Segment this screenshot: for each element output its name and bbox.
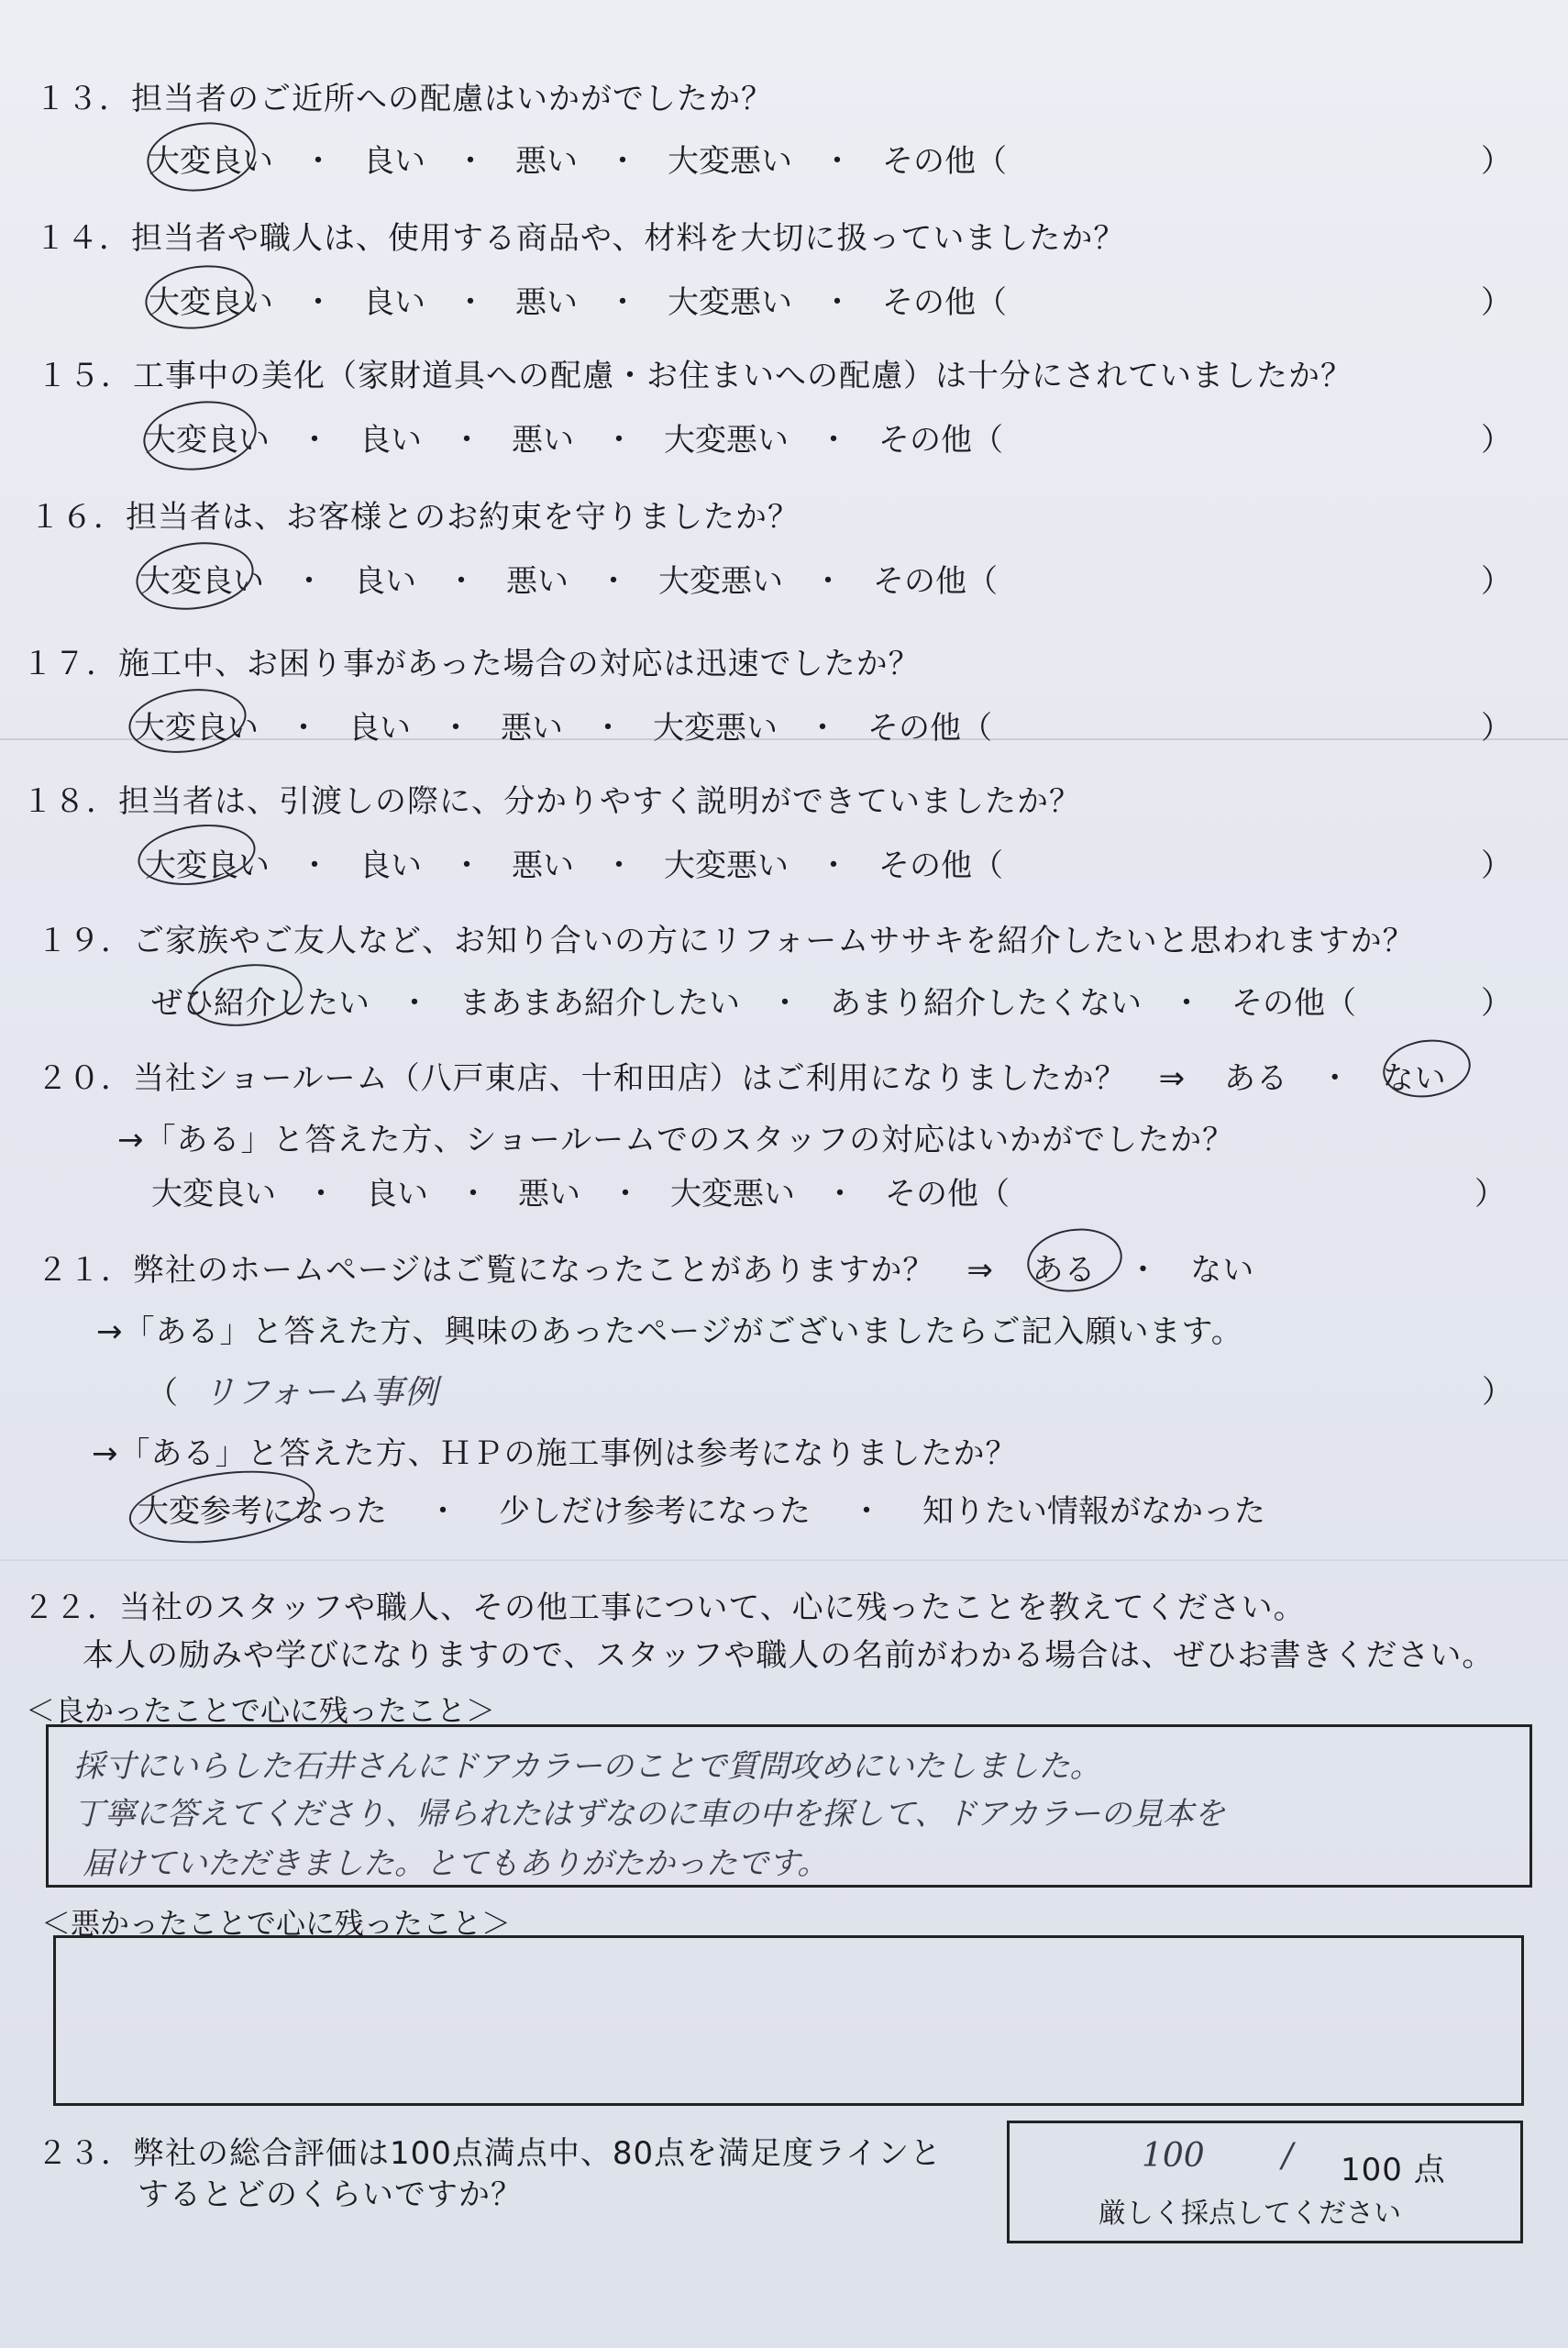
score-note: 厳しく採点してください <box>1099 2198 1401 2230</box>
handwritten-answer: リフォーム事例 <box>202 1374 439 1412</box>
bad-comment-box <box>53 1935 1524 2106</box>
question-16-options <box>139 556 998 601</box>
score-max: 100 点 <box>1341 2152 1446 2188</box>
option: 良い <box>348 710 411 747</box>
option: その他（ <box>882 143 1007 180</box>
option: その他（ <box>873 563 998 600</box>
question-23-line-2: するとどのくらいですか？ <box>138 2176 523 2213</box>
option: 大変良い <box>151 1176 276 1213</box>
separator: ・ <box>303 143 334 180</box>
option: 良い <box>359 422 422 459</box>
separator: ・ <box>610 1176 641 1213</box>
close-paren: ） <box>1481 143 1512 180</box>
separator: ・ <box>399 985 430 1022</box>
separator: ・ <box>818 422 849 459</box>
option: 悪い <box>512 422 574 459</box>
question-22: ２２．当社のスタッフや職人、その他工事について、心に残ったことを教えてください。 <box>23 1589 1306 1626</box>
question-14-options <box>149 277 1007 322</box>
option: 大変参考になった <box>138 1493 387 1530</box>
question-22-note: 本人の励みや学びになりますので、スタッフや職人の名前がわかる場合は、ぜひお書きください。 <box>83 1637 1495 1674</box>
separator: ・ <box>446 563 477 600</box>
option: 大変悪い <box>653 710 778 747</box>
separator: ・ <box>305 1176 337 1213</box>
separator: ・ <box>607 284 638 321</box>
separator: ・ <box>427 1493 458 1530</box>
option: 悪い <box>501 710 563 747</box>
option-selected: 大変良い <box>134 710 259 747</box>
separator: ・ <box>451 847 482 884</box>
question-20-options <box>151 1168 1010 1213</box>
option: 大変悪い <box>668 143 792 180</box>
option: 知りたい情報がなかった <box>922 1493 1265 1530</box>
answer-no: ない <box>1190 1252 1255 1289</box>
separator: ・ <box>451 422 482 459</box>
separator: ・ <box>303 284 334 321</box>
question-16: １６．担当者は、お客様とのお約束を守りましたか？ <box>29 499 800 536</box>
question-15-options <box>145 415 1003 460</box>
option: 悪い <box>506 563 569 600</box>
separator: ・ <box>807 710 838 747</box>
separator: ・ <box>822 284 853 321</box>
option: その他（ <box>882 284 1007 321</box>
question-18-options <box>145 840 1003 885</box>
separator: ・ <box>455 284 486 321</box>
question-14: １４．担当者や職人は、使用する商品や、材料を大切に扱っていましたか？ <box>35 220 1126 257</box>
option: 良い <box>366 1176 428 1213</box>
option-selected: 大変良い <box>149 143 273 180</box>
option: その他（ <box>1231 985 1356 1022</box>
question-17: １７．施工中、お困り事があった場合の対応は迅速でしたか？ <box>22 646 921 682</box>
close-paren: ） <box>1474 1176 1506 1213</box>
option: あまり紹介したくない <box>830 985 1142 1022</box>
separator: ・ <box>824 1176 856 1213</box>
close-paren: ） <box>1481 985 1512 1022</box>
question-23-line-1: ２３．弊社の総合評価は100点満点中、80点を満足度ラインと <box>37 2135 943 2172</box>
separator: ・ <box>299 422 330 459</box>
question-15: １５．工事中の美化（家財道具への配慮・お住まいへの配慮）は十分にされていましたか？ <box>37 358 1353 394</box>
question-20: ２０．当社ショールーム（八戸東店、十和田店）はご利用になりましたか？ ⇒ ある ・ ない <box>37 1060 1447 1097</box>
option: 悪い <box>518 1176 580 1213</box>
separator: ・ <box>769 985 801 1022</box>
question-21-followup-2: →「ある」と答えた方、ＨＰの施工事例は参考になりましたか？ <box>92 1435 1018 1472</box>
question-20-followup: →「ある」と答えた方、ショールームでのスタッフの対応はいかがでしたか？ <box>117 1122 1235 1158</box>
close-paren: ） <box>1481 710 1512 747</box>
separator: ・ <box>851 1493 882 1530</box>
option: まあまあ紹介したい <box>459 985 740 1022</box>
question-18: １８．担当者は、引渡しの際に、分かりやすく説明ができていましたか？ <box>22 783 1081 820</box>
option: その他（ <box>867 710 992 747</box>
option: 大変悪い <box>670 1176 795 1213</box>
option: 大変悪い <box>658 563 783 600</box>
paper-fold <box>0 1559 1568 1561</box>
option: 良い <box>363 143 425 180</box>
separator: ・ <box>598 563 629 600</box>
handwritten-score: 100 <box>1142 2137 1205 2175</box>
option: 大変悪い <box>668 284 792 321</box>
separator: ・ <box>812 563 844 600</box>
option-selected: ぜひ紹介したい <box>151 985 370 1022</box>
close-paren: ） <box>1482 1374 1513 1411</box>
option-selected: 大変良い <box>145 847 270 884</box>
close-paren: ） <box>1481 563 1512 600</box>
score-slash: / <box>1282 2137 1294 2175</box>
option-selected: 大変良い <box>139 563 264 600</box>
question-21-options <box>138 1486 1265 1531</box>
separator: ・ <box>603 422 635 459</box>
close-paren: ） <box>1481 422 1512 459</box>
close-paren: ） <box>1481 847 1512 884</box>
separator: ・ <box>458 1176 489 1213</box>
option: 良い <box>354 563 416 600</box>
answer-no-selected: ない <box>1382 1060 1447 1097</box>
separator: ・ <box>603 847 635 884</box>
question-19: １９．ご家族やご友人など、お知り合いの方にリフォームササキを紹介したいと思われますか？ <box>37 923 1415 959</box>
separator: ・ <box>293 563 325 600</box>
question-21-followup-1: →「ある」と答えた方、興味のあったページがございましたらご記入願います。 <box>96 1313 1243 1350</box>
separator: ・ <box>1171 985 1202 1022</box>
separator: ・ <box>818 847 849 884</box>
bad-comment-label: ＜悪かったことで心に残ったこと＞ <box>41 1906 512 1941</box>
separator: ・ <box>288 710 319 747</box>
handwritten-line: 採寸にいらした石井さんにドアカラーのことで質問攻めにいたしました。 <box>73 1748 1101 1785</box>
option: その他（ <box>885 1176 1010 1213</box>
option: 良い <box>359 847 422 884</box>
close-paren: ） <box>1481 284 1512 321</box>
handwritten-line: 届けていただきました。とてもありがたかったです。 <box>83 1845 829 1882</box>
good-comment-label: ＜良かったことで心に残ったこと＞ <box>26 1693 496 1728</box>
separator: ・ <box>822 143 853 180</box>
separator: ・ <box>607 143 638 180</box>
question-13: １３．担当者のご近所への配慮はいかがでしたか？ <box>35 81 773 117</box>
question-21: ２１．弊社のホームページはご覧になったことがありますか？ ⇒ ある ・ ない <box>37 1252 1255 1289</box>
option: 大変悪い <box>664 422 789 459</box>
question-17-options <box>134 703 992 748</box>
question-13-options <box>149 136 1007 181</box>
answer-yes-selected: ある <box>1032 1252 1097 1289</box>
option: その他（ <box>878 422 1003 459</box>
handwritten-line: 丁寧に答えてくださり、帰られたはずなのに車の中を探して、ドアカラーの見本を <box>73 1796 1225 1833</box>
option: その他（ <box>878 847 1003 884</box>
option: 悪い <box>515 284 578 321</box>
answer-yes: ある <box>1223 1060 1288 1097</box>
separator: ・ <box>592 710 624 747</box>
option: 少しだけ参考になった <box>499 1493 811 1530</box>
option: 大変悪い <box>664 847 789 884</box>
separator: ・ <box>440 710 471 747</box>
separator: ・ <box>299 847 330 884</box>
option: 良い <box>363 284 425 321</box>
question-21-answer: （ リフォーム事例 <box>147 1374 439 1412</box>
option-selected: 大変良い <box>149 284 273 321</box>
option: 悪い <box>515 143 578 180</box>
question-19-options <box>151 978 1356 1023</box>
separator: ・ <box>455 143 486 180</box>
option: 悪い <box>512 847 574 884</box>
option-selected: 大変良い <box>145 422 270 459</box>
